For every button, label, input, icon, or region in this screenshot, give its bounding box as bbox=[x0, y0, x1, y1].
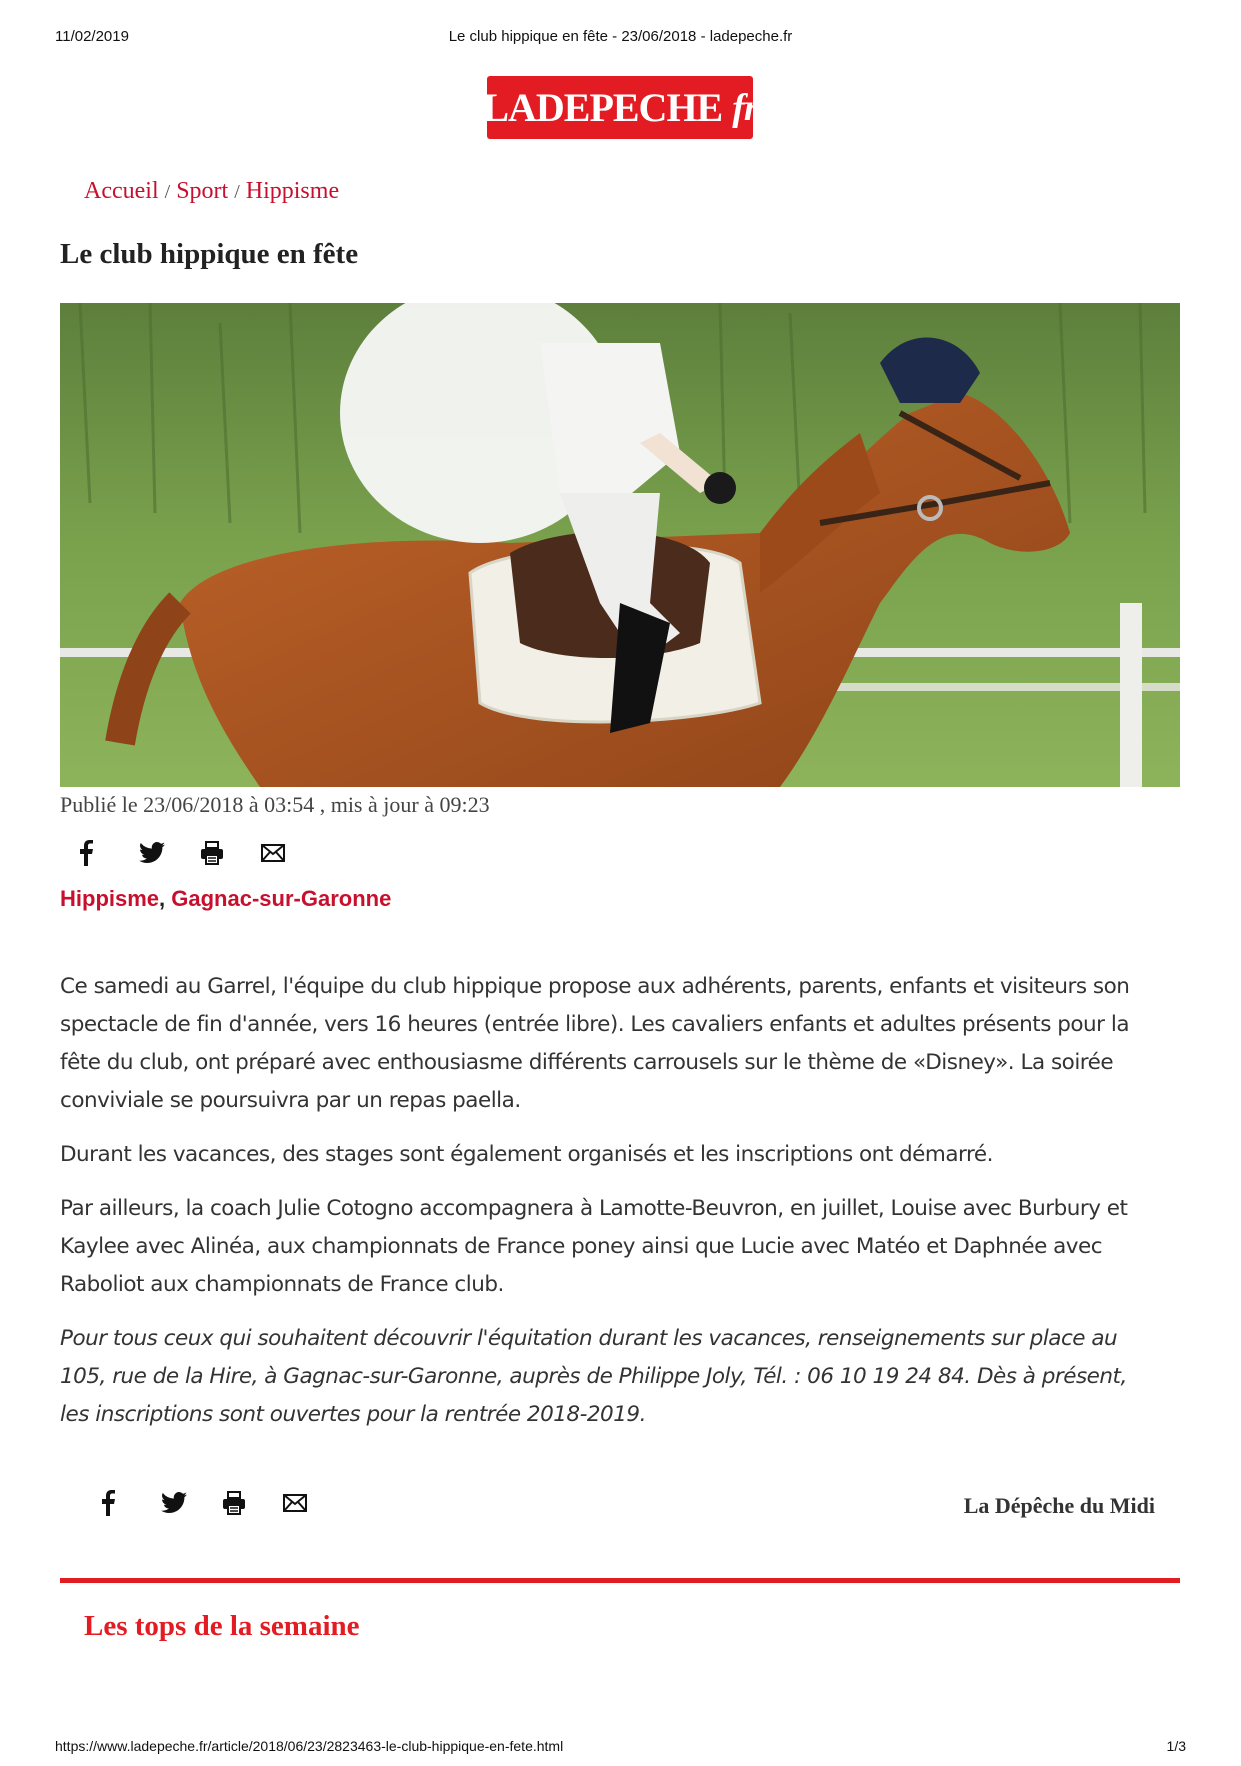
facebook-icon[interactable] bbox=[100, 1488, 161, 1518]
tag-hippisme[interactable]: Hippisme bbox=[60, 886, 160, 911]
print-icon[interactable] bbox=[222, 1488, 283, 1518]
article-title: Le club hippique en fête bbox=[60, 238, 359, 270]
breadcrumb-sport[interactable]: Sport bbox=[176, 178, 229, 204]
article-tags bbox=[60, 886, 391, 912]
print-title: Le club hippique en fête - 23/06/2018 - ladepeche.fr bbox=[448, 28, 793, 45]
publication-meta: Publié le 23/06/2018 à 03:54 , mis à jour à 09:23 bbox=[60, 792, 490, 817]
page-number: 1/3 bbox=[1166, 1738, 1186, 1754]
breadcrumb-hippisme[interactable]: Hippisme bbox=[245, 178, 340, 204]
paragraph: Ce samedi au Garrel, l'équipe du club hippique propose aux adhérents, parents, enfants et visiteurs son spectacle de fin d'année, vers 16 heures (entrée libre). Les cavaliers enfants et adultes présents pour la fête du club, ont préparé avec enthousiasme différents carrousels sur le thème de «Disney». La soirée conviviale se poursuivra par un repas paella. bbox=[60, 974, 1130, 1113]
article-signature: La Dépêche du Midi bbox=[963, 1493, 1155, 1518]
tag-gagnac[interactable]: Gagnac-sur-Garonne bbox=[171, 886, 392, 911]
share-bar-top bbox=[78, 838, 322, 868]
article-body bbox=[60, 968, 1160, 1450]
tag-separator: , bbox=[159, 886, 172, 911]
italic-paragraph: Pour tous ceux qui souhaitent découvrir l'équitation durant les vacances, renseignements sur place au 105, rue de la Hire, à Gagnac-sur-Garonne, auprès de Philippe Joly, Tél. : 06 10 19 24 84. Dès à présent, les inscriptions sont ouvertes pour la rentrée 2018-2019. bbox=[60, 1326, 1127, 1427]
breadcrumb-separator: / bbox=[164, 181, 171, 203]
section-divider bbox=[60, 1578, 1180, 1583]
print-date: 11/02/2019 bbox=[55, 28, 129, 45]
paragraph: Durant les vacances, des stages sont également organisés et les inscriptions ont démarré. bbox=[60, 1142, 993, 1167]
facebook-icon[interactable] bbox=[78, 838, 139, 868]
twitter-icon[interactable] bbox=[161, 1488, 222, 1518]
print-icon[interactable] bbox=[200, 838, 261, 868]
breadcrumb-accueil[interactable]: Accueil bbox=[84, 178, 159, 204]
paragraph: Par ailleurs, la coach Julie Cotogno accompagnera à Lamotte-Beuvron, en juillet, Louise avec Burbury et Kaylee avec Alinéa, aux championnats de France poney ainsi que Lucie avec Matéo et Daphnée avec Raboliot aux championnats de France club. bbox=[60, 1196, 1128, 1297]
mail-icon[interactable] bbox=[283, 1488, 344, 1518]
breadcrumb-separator: / bbox=[234, 181, 240, 203]
print-url: https://www.ladepeche.fr/article/2018/06/23/2823463-le-club-hippique-en-fete.html bbox=[55, 1738, 564, 1754]
breadcrumb bbox=[84, 178, 339, 205]
mail-icon[interactable] bbox=[261, 838, 322, 868]
site-logo[interactable] bbox=[482, 76, 758, 139]
tops-heading: Les tops de la semaine bbox=[84, 1610, 360, 1642]
share-bar-bottom bbox=[100, 1488, 344, 1518]
article-hero-image bbox=[60, 303, 1180, 787]
twitter-icon[interactable] bbox=[139, 838, 200, 868]
logo-text: LADEPECHE bbox=[482, 85, 723, 130]
logo-suffix: fr bbox=[732, 86, 758, 129]
